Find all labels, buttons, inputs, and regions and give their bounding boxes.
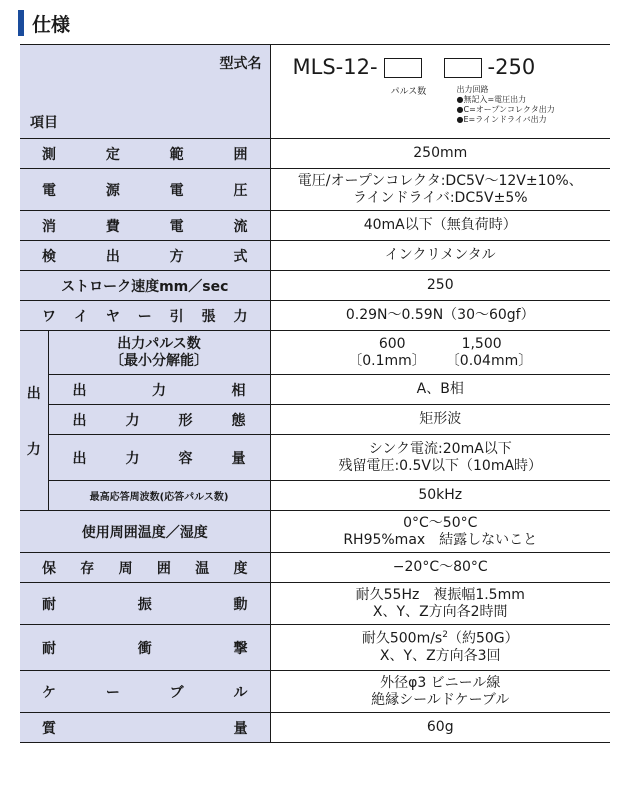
table-row xyxy=(20,625,610,671)
stroke-value: 250 xyxy=(270,271,610,301)
model-label: 型式名 xyxy=(219,56,262,72)
model-code xyxy=(293,55,536,80)
storage-value: −20°C～80°C xyxy=(270,553,610,583)
output-circuit-box xyxy=(444,58,482,78)
spec-table xyxy=(20,44,610,743)
model-suffix: -250 xyxy=(487,55,536,79)
tension-label: ワ イ ヤ ー 引 張 力 xyxy=(20,301,270,331)
table-row xyxy=(20,481,610,511)
temp-value: 0°C～50°C RH95%max 結露しないこと xyxy=(270,511,610,553)
capacity-label: 出 力 容 量 xyxy=(48,435,270,481)
table-row xyxy=(20,671,610,713)
power-value: 電圧/オープンコレクタ:DC5V～12V±10%、 ラインドライバ:DC5V±5% xyxy=(270,169,610,211)
form-value: 矩形波 xyxy=(270,405,610,435)
table-row xyxy=(20,435,610,481)
vibration-label: 耐 振 動 xyxy=(20,583,270,625)
detect-value: インクリメンタル xyxy=(270,241,610,271)
section-title xyxy=(18,8,70,38)
shock-label: 耐 衝 撃 xyxy=(20,625,270,671)
model-prefix: MLS-12- xyxy=(292,55,378,79)
pulse-count-note: パルス数 xyxy=(390,87,427,97)
shock-value: 耐久$500m/s^2$（約50G） X、Y、Z方向各3回 xyxy=(270,625,610,671)
current-label: 消 費 電 流 xyxy=(20,211,270,241)
table-row xyxy=(20,211,610,241)
capacity-value: シンク電流:20mA以下 残留電圧:0.5V以下（10mA時） xyxy=(270,435,610,481)
output-side-label: 出 力 xyxy=(20,331,48,511)
range-label: 測 定 範 囲 xyxy=(20,139,270,169)
table-row xyxy=(20,331,610,375)
detect-label: 検 出 方 式 xyxy=(20,241,270,271)
form-label: 出 力 形 態 xyxy=(48,405,270,435)
table-row xyxy=(20,405,610,435)
item-label: 項目 xyxy=(30,115,58,131)
cable-value: 外径φ3 ビニール線 絶縁シールドケーブル xyxy=(270,671,610,713)
pulses-label: 出力パルス数 〔最小分解能〕 xyxy=(48,331,270,375)
header-label-cell xyxy=(20,45,270,139)
temp-label: 使用周囲温度／湿度 xyxy=(20,511,270,553)
freq-value: 50kHz xyxy=(270,481,610,511)
current-value: 40mA以下（無負荷時） xyxy=(270,211,610,241)
pulse-count-box xyxy=(384,58,422,78)
stroke-label: ストローク速度mm／sec xyxy=(20,271,270,301)
table-row xyxy=(20,375,610,405)
title-text: 仕様 xyxy=(32,13,71,36)
table-row xyxy=(20,301,610,331)
range-value: 250mm xyxy=(270,139,610,169)
mass-value: 60g xyxy=(270,713,610,743)
table-row xyxy=(20,713,610,743)
table-row xyxy=(20,553,610,583)
pulses-value: 600 1,500 〔0.1mm〕 〔0.04mm〕 xyxy=(270,331,610,375)
power-label: 電 源 電 圧 xyxy=(20,169,270,211)
phase-value: A、B相 xyxy=(270,375,610,405)
table-row xyxy=(20,271,610,301)
table-row xyxy=(20,241,610,271)
table-row xyxy=(20,169,610,211)
phase-label: 出 力 相 xyxy=(48,375,270,405)
title-accent-bar xyxy=(18,10,24,36)
freq-label: 最高応答周波数(応答パルス数) xyxy=(48,481,270,511)
table-row xyxy=(20,583,610,625)
cable-label: ケ ー ブ ル xyxy=(20,671,270,713)
table-header-row xyxy=(20,45,610,139)
table-row xyxy=(20,511,610,553)
storage-label: 保 存 周 囲 温 度 xyxy=(20,553,270,583)
vibration-value: 耐久55Hz 複振幅1.5mm X、Y、Z方向各2時間 xyxy=(270,583,610,625)
tension-value: 0.29N～0.59N（30～60gf） xyxy=(270,301,610,331)
output-circuit-note: 出力回路 ●無記入=電圧出力 ●C=オープンコレクタ出力 ●E=ラインドライバ出力 xyxy=(456,85,555,124)
table-row xyxy=(20,139,610,169)
mass-label: 質 量 xyxy=(20,713,270,743)
header-model-cell xyxy=(270,45,610,139)
